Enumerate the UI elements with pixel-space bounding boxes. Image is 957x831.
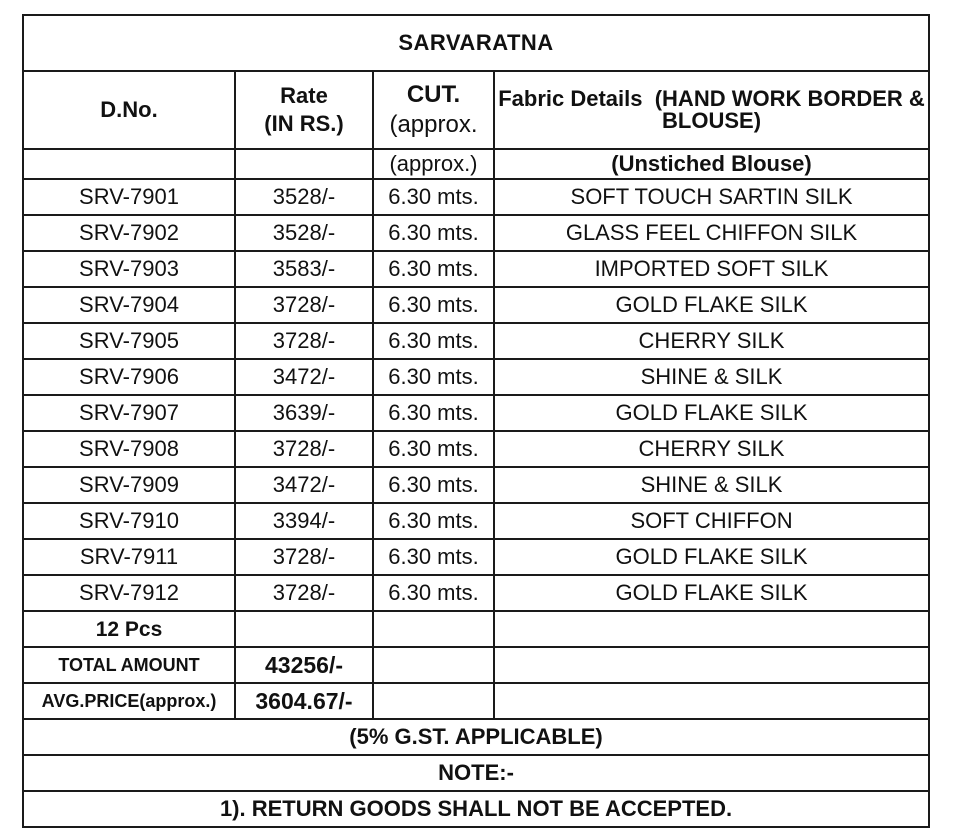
cell-rate: 3728/- [235, 323, 373, 359]
cell-rate: 3728/- [235, 431, 373, 467]
cell-design-number: SRV-7905 [23, 323, 235, 359]
pieces-row [23, 611, 929, 647]
cell-rate: 3394/- [235, 503, 373, 539]
note-heading: NOTE:- [23, 755, 929, 791]
header-row [23, 71, 929, 149]
cell-rate: 3728/- [235, 539, 373, 575]
cell-fabric-details: GOLD FLAKE SILK [494, 395, 929, 431]
avg-row [23, 683, 929, 719]
pieces-empty-cut [373, 611, 494, 647]
cell-cut-length: 6.30 mts. [373, 359, 494, 395]
cell-fabric-details: SHINE & SILK [494, 359, 929, 395]
cell-rate: 3728/- [235, 287, 373, 323]
table-row [23, 431, 929, 467]
table-row [23, 395, 929, 431]
cell-design-number: SRV-7908 [23, 431, 235, 467]
avg-value: 3604.67/- [235, 683, 373, 719]
note-line-row [23, 791, 929, 827]
total-row [23, 647, 929, 683]
header-fabric-a: Fabric Details [498, 86, 643, 111]
table-row [23, 215, 929, 251]
header-rate-line2: (IN RS.) [264, 111, 344, 136]
price-table [22, 14, 930, 828]
cell-rate: 3528/- [235, 215, 373, 251]
cell-rate: 3728/- [235, 575, 373, 611]
cell-design-number: SRV-7902 [23, 215, 235, 251]
subheader-rate [235, 149, 373, 179]
table-row [23, 179, 929, 215]
cell-fabric-details: SOFT CHIFFON [494, 503, 929, 539]
cell-design-number: SRV-7906 [23, 359, 235, 395]
cell-fabric-details: CHERRY SILK [494, 323, 929, 359]
cell-cut-length: 6.30 mts. [373, 539, 494, 575]
header-fabric [494, 71, 929, 149]
gst-note: (5% G.ST. APPLICABLE) [23, 719, 929, 755]
cell-fabric-details: CHERRY SILK [494, 431, 929, 467]
cell-fabric-details: GLASS FEEL CHIFFON SILK [494, 215, 929, 251]
cell-design-number: SRV-7910 [23, 503, 235, 539]
cell-cut-length: 6.30 mts. [373, 431, 494, 467]
cell-fabric-details: GOLD FLAKE SILK [494, 287, 929, 323]
header-fabric-b: (HAND WORK BORDER & [654, 86, 925, 111]
header-rate-line1: Rate [280, 83, 328, 108]
table-row [23, 251, 929, 287]
table-row [23, 503, 929, 539]
note-line-1: 1). RETURN GOODS SHALL NOT BE ACCEPTED. [23, 791, 929, 827]
cell-cut-length: 6.30 mts. [373, 467, 494, 503]
avg-label: AVG.PRICE(approx.) [23, 683, 235, 719]
header-dno: D.No. [23, 71, 235, 149]
total-label: TOTAL AMOUNT [23, 647, 235, 683]
cell-cut-length: 6.30 mts. [373, 215, 494, 251]
cell-cut-length: 6.30 mts. [373, 287, 494, 323]
pieces-empty-fabric [494, 611, 929, 647]
pieces-empty-rate [235, 611, 373, 647]
total-empty-cut [373, 647, 494, 683]
cell-cut-length: 6.30 mts. [373, 179, 494, 215]
avg-empty-cut [373, 683, 494, 719]
cell-cut-length: 6.30 mts. [373, 323, 494, 359]
cell-fabric-details: SHINE & SILK [494, 467, 929, 503]
header-rate [235, 71, 373, 149]
cell-rate: 3472/- [235, 467, 373, 503]
pieces-count: 12 Pcs [23, 611, 235, 647]
cell-cut-length: 6.30 mts. [373, 575, 494, 611]
subheader-dno [23, 149, 235, 179]
cell-design-number: SRV-7901 [23, 179, 235, 215]
avg-empty-fabric [494, 683, 929, 719]
cell-cut-length: 6.30 mts. [373, 395, 494, 431]
table-row [23, 539, 929, 575]
header-cut-line2: (approx. [389, 111, 478, 138]
table-row [23, 323, 929, 359]
table-row [23, 575, 929, 611]
subheader-fabric-text: (Unstiched Blouse) [611, 151, 812, 176]
gst-row [23, 719, 929, 755]
subheader-row [23, 149, 929, 179]
cell-design-number: SRV-7904 [23, 287, 235, 323]
cell-design-number: SRV-7903 [23, 251, 235, 287]
cell-design-number: SRV-7909 [23, 467, 235, 503]
cell-design-number: SRV-7912 [23, 575, 235, 611]
sheet-title: SARVARATNA [23, 15, 929, 71]
total-value: 43256/- [235, 647, 373, 683]
header-cut [373, 71, 494, 149]
cell-cut-length: 6.30 mts. [373, 251, 494, 287]
subheader-cut: (approx.) [373, 149, 494, 179]
table-row [23, 467, 929, 503]
total-empty-fabric [494, 647, 929, 683]
table-row [23, 287, 929, 323]
table-row [23, 359, 929, 395]
cell-design-number: SRV-7911 [23, 539, 235, 575]
cell-rate: 3639/- [235, 395, 373, 431]
subheader-fabric [494, 149, 929, 179]
cell-fabric-details: SOFT TOUCH SARTIN SILK [494, 179, 929, 215]
header-cut-line1: CUT. [406, 81, 461, 108]
note-heading-row [23, 755, 929, 791]
cell-fabric-details: GOLD FLAKE SILK [494, 575, 929, 611]
cell-fabric-details: GOLD FLAKE SILK [494, 539, 929, 575]
cell-rate: 3583/- [235, 251, 373, 287]
cell-fabric-details: IMPORTED SOFT SILK [494, 251, 929, 287]
cell-design-number: SRV-7907 [23, 395, 235, 431]
cell-rate: 3528/- [235, 179, 373, 215]
header-fabric-line2: BLOUSE) [662, 108, 762, 133]
cell-rate: 3472/- [235, 359, 373, 395]
cell-cut-length: 6.30 mts. [373, 503, 494, 539]
